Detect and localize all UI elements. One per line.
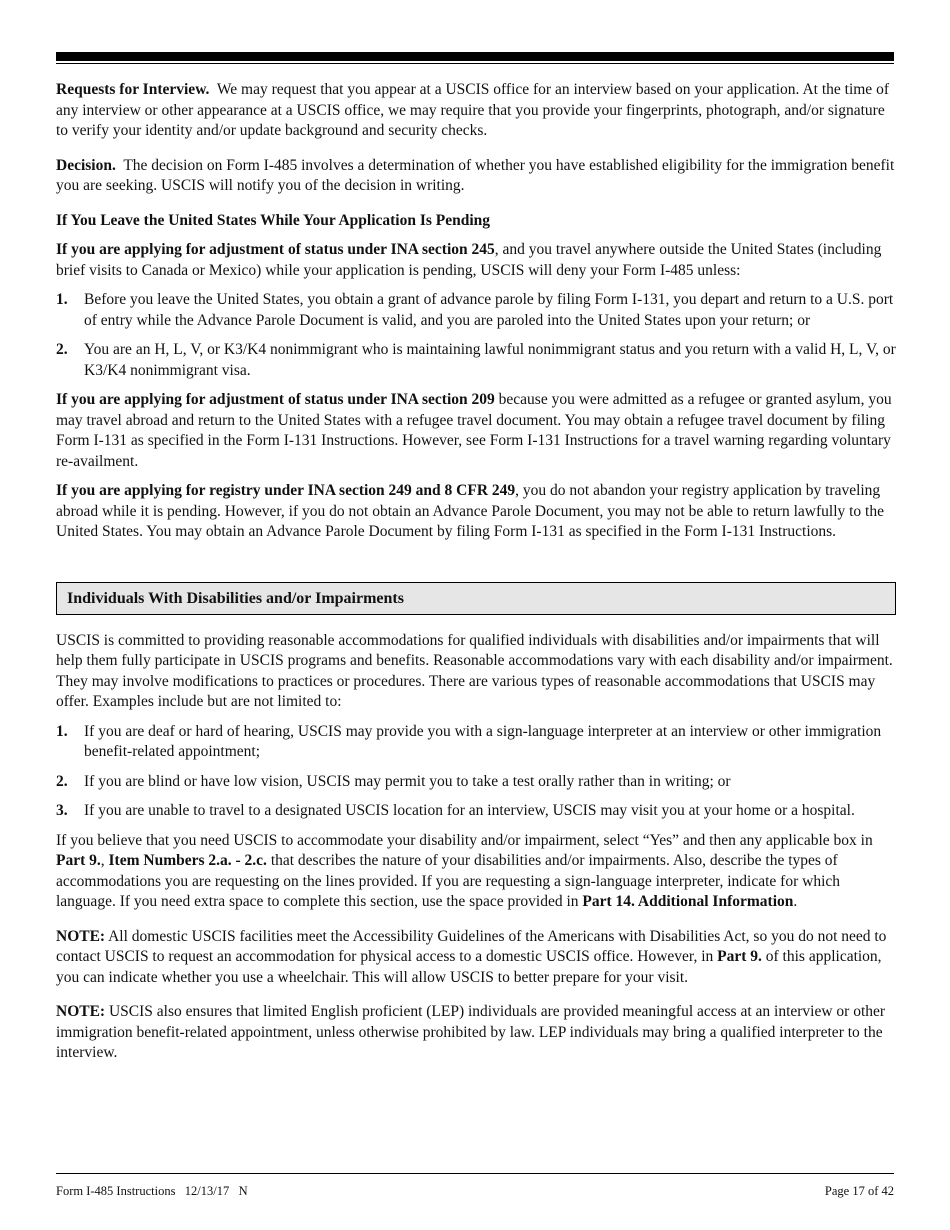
decision-heading: Decision.: [56, 156, 116, 174]
list-number: 2.: [56, 772, 68, 790]
part9-reference: Part 9.: [56, 852, 101, 869]
note-label: NOTE:: [56, 927, 106, 945]
list-text: If you are unable to travel to a designated USCIS location for an interview, USCIS may visit you at your home or a hospital.: [84, 802, 855, 819]
list-text: If you are blind or have low vision, USCIS may permit you to take a test orally rather than in writing; or: [84, 772, 731, 790]
disabilities-intro: USCIS is committed to providing reasonable accommodations for qualified individuals with disabilities and/or impairments that will help them fully participate in USCIS programs and benefits. Reasonable accommodations vary with each disability and/or impairment. They may involve modifications to practices or procedures. There are various types of reasonable accommodations that USCIS may offer. Examples include but are not limited to:: [56, 631, 893, 710]
accommodation-paragraph: [56, 831, 896, 913]
interview-heading: Requests for Interview.: [56, 81, 210, 98]
list-text: You are an H, L, V, or K3/K4 nonimmigrant who is maintaining lawful nonimmigrant status and you return with a valid H, L, V, or K3/K4 nonimmigrant visa.: [84, 341, 896, 379]
part14-reference: Part 14. Additional Information: [582, 893, 794, 910]
sec245-text: , and you travel anywhere outside the United States (including brief visits to Canada or Mexico) while your application is pending, USCIS will deny your Form I-485 unless:: [56, 241, 882, 279]
list-number: 2.: [56, 341, 68, 358]
leave-subheading: If You Leave the United States While Your Application Is Pending: [56, 211, 491, 229]
header-rule-thick: [56, 52, 894, 61]
note-ada-text-cont: of this application, you can indicate whether you use a wheelchair. This will allow USCIS to better prepare for your visit.: [56, 948, 882, 986]
accommodation-text: If you believe that you need USCIS to accommodate your disability and/or impairment, select “Yes” and then any applicable box in: [56, 831, 873, 849]
page-number: Page 17 of 42: [824, 1184, 894, 1198]
decision-text: The decision on Form I-485 involves a determination of whether you have established eligibility for the immigration benefit you are seeking. USCIS will notify you of the decision in writing.: [56, 156, 895, 194]
sec209-paragraph: [56, 390, 896, 472]
section-header-disabilities: Individuals With Disabilities and/or Impairments: [56, 582, 896, 615]
note-lep-text: USCIS also ensures that limited English proficient (LEP) individuals are provided meaningful access at an interview or other immigration benefit-related appointment, unless otherwise prohibited by law. LEP individuals may bring a qualified interpreter to the interview.: [56, 1003, 886, 1061]
note-ada: [56, 927, 896, 989]
decision-paragraph: [56, 156, 896, 197]
list-text: Before you leave the United States, you obtain a grant of advance parole by filing Form I-131, you depart and return to a U.S. port of entry while the Advance Parole Document is valid, and you are paroled into the United States upon your return; or: [84, 291, 894, 329]
sec249-paragraph: [56, 481, 896, 543]
separator-text: ,: [100, 852, 109, 869]
note-label: NOTE:: [56, 1003, 106, 1020]
list-text: If you are deaf or hard of hearing, USCIS may provide you with a sign-language interpreter at an interview or other immigration benefit-related appointment;: [84, 722, 882, 760]
list-number: 1.: [56, 291, 68, 308]
note-lep: [56, 1002, 896, 1064]
part9-reference: Part 9.: [717, 948, 762, 965]
form-identifier: Form I-485 Instructions 12/13/17 N: [56, 1184, 248, 1198]
header-rule-thin: [56, 63, 894, 64]
period: .: [793, 893, 798, 910]
sec249-text: , you do not abandon your registry application by traveling abroad while it is pending. However, if you do not obtain an Advance Parole Document, you may not be able to return lawfully to the United States. You may obtain an Advance Parole Document by filing Form I-131 as specified in the Form I-131 Instructions.: [56, 482, 884, 540]
footer-rule: [56, 1173, 894, 1174]
page-content: [56, 80, 896, 1078]
sec209-text: because you were admitted as a refugee or granted asylum, you may travel abroad and return to the United States with a refugee travel document. You may obtain a refugee travel document by filing Form I-131 as specified in the Form I-131 Instructions. However, see Form I-131 Instructions for a travel warning regarding voluntary re-availment.: [56, 391, 892, 470]
sec209-bold: If you are applying for adjustment of status under INA section 209: [56, 391, 495, 408]
page-footer: [56, 1184, 894, 1199]
sec245-bold: If you are applying for adjustment of status under INA section 245: [56, 241, 495, 258]
item-numbers-reference: Item Numbers 2.a. - 2.c.: [108, 852, 267, 869]
sec245-paragraph: [56, 240, 896, 281]
list-item: [56, 801, 896, 822]
list-number: 1.: [56, 722, 68, 740]
note-ada-text: All domestic USCIS facilities meet the Accessibility Guidelines of the Americans with Disabilities Act, so you do not need to contact USCIS to request an accommodation for physical access to a domestic USCIS office. However, in: [56, 927, 887, 965]
list-item: [56, 722, 896, 763]
list-number: 3.: [56, 802, 68, 819]
sec249-bold: If you are applying for registry under INA section 249 and 8 CFR 249: [56, 482, 516, 499]
list-item: [56, 290, 896, 331]
accommodation-text-cont: that describes the nature of your disabilities and/or impairments. Also, describe the types of accommodations you are requesting on the lines provided. If you are requesting a sign-language interpreter, indicate for which language. If you need extra space to complete this section, use the space provided in: [56, 852, 841, 910]
list-item: [56, 340, 896, 381]
interview-paragraph: [56, 80, 896, 142]
interview-text: We may request that you appear at a USCIS office for an interview based on your application. At the time of any interview or other appearance at a USCIS office, we may require that you provide your fingerprints, photograph, and/or signature to verify your identity and/or update background and security checks.: [56, 81, 889, 139]
list-item: [56, 772, 896, 793]
